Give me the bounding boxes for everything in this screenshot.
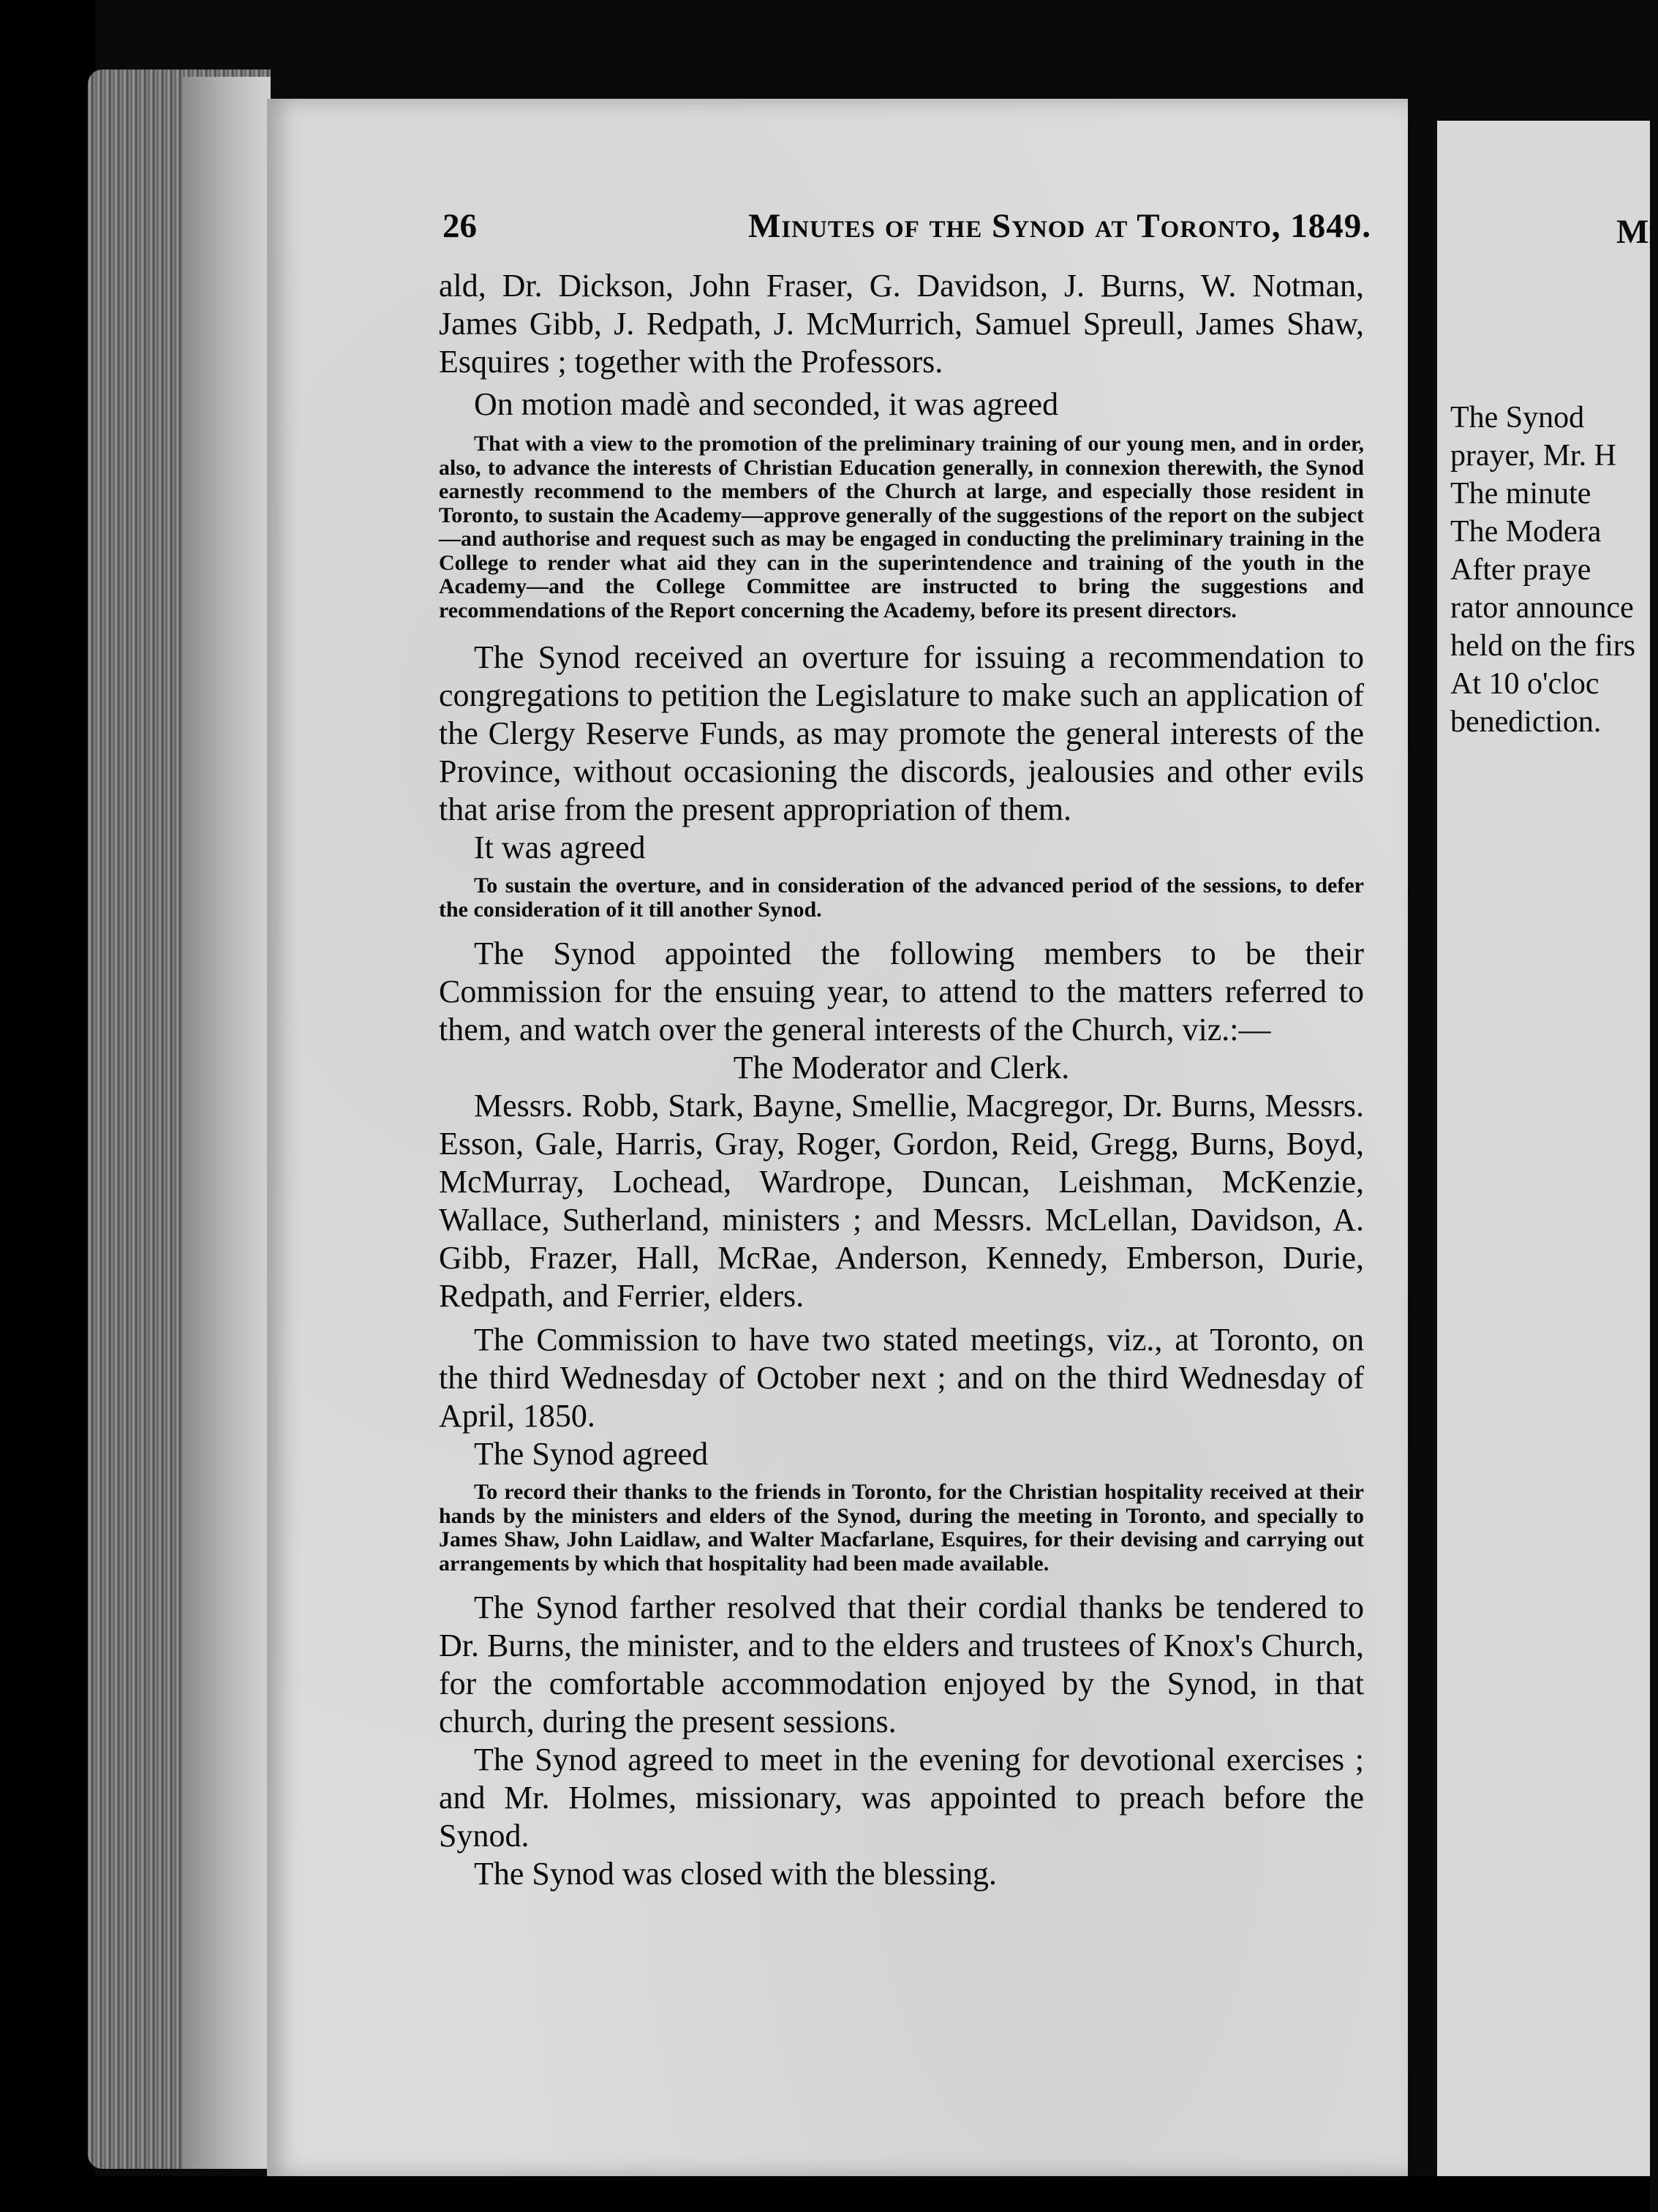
resolution-overture: To sustain the overture, and in consideration of the advanced period of the sessions, to defer the consideration of it till another Synod.: [439, 873, 1364, 922]
adjacent-line: rator announce: [1450, 591, 1634, 625]
running-head-title: Minutes of the Synod at Toronto, 1849.: [747, 207, 1371, 245]
book-page-edges-inner: [183, 77, 271, 2169]
paragraph-members: Messrs. Robb, Stark, Bayne, Smellie, Macgregor, Dr. Burns, Messrs. Esson, Gale, Harris, Gray, Roger, Gordon, Reid, Gregg, Burns, Boyd, McMurray, Lochead, Wardrope, Duncan, Leishman, McKenzie, Wallace, Sutherland, ministers ; and Messrs. McLellan, Davidson, A. Gibb, Frazer, Hall, McRae, Anderson, Kennedy, Emberson, Durie, Redpath, and Ferrier, elders.: [439, 1088, 1364, 1314]
paragraph-attendees: ald, Dr. Dickson, John Fraser, G. Davidson, J. Burns, W. Notman, James Gibb, J. Redpath, J. McMurrich, Samuel Spreull, James Shaw, Esquires ; together with the Professors.: [439, 268, 1364, 380]
adjacent-line: The minute: [1450, 477, 1591, 511]
paragraph-agreed: It was agreed: [474, 830, 646, 865]
moderator-and-clerk: The Moderator and Clerk.: [733, 1050, 1070, 1086]
adjacent-line: After praye: [1450, 553, 1591, 587]
adjacent-line: The Synod: [1450, 401, 1585, 434]
running-head: [442, 206, 1371, 246]
adjacent-running-head: Mi: [1616, 213, 1658, 251]
paragraph-devotional: The Synod agreed to meet in the evening for devotional exercises ; and Mr. Holmes, missionary, was appointed to preach before the Synod.: [439, 1742, 1364, 1854]
paragraph-closing: The Synod was closed with the blessing.: [474, 1856, 997, 1892]
bottom-shadow: [0, 2176, 1650, 2212]
paragraph-cordial-thanks: The Synod farther resolved that their cordial thanks be tendered to Dr. Burns, the minister, and to the elders and trustees of Knox's Church, for the comfortable accommodation enjoyed by the Synod, in that church, during the present sessions.: [439, 1590, 1364, 1739]
page-body: [439, 267, 1364, 1893]
adjacent-line: The Modera: [1450, 515, 1602, 549]
paragraph-motion: On motion madè and seconded, it was agreed: [474, 386, 1059, 422]
paragraph-synod-agreed: The Synod agreed: [474, 1436, 709, 1472]
adjacent-page: [1437, 121, 1658, 2212]
left-gutter: [0, 0, 95, 2212]
resolution-academy: That with a view to the promotion of the preliminary training of our young men, and in order, also, to advance the interests of Christian Education generally, in connexion therewith, the Synod earnestly recommend to the members of the Church at large, and especially those resident in Toronto, to sustain the Academy—approve generally of the suggestions of the report on the subject—and authorise and request such as may be engaged in conducting the preliminary training in the College to render what aid they can in the superintendence and training of the youth in the Academy—and the College Committee are instructed to bring the suggestions and recommendations of the Report concerning the Academy, before its present directors.: [439, 432, 1364, 622]
paragraph-commission: The Synod appointed the following members to be their Commission for the ensuing year, to attend to the matters referred to them, and watch over the general interests of the Church, viz.:—: [439, 936, 1364, 1047]
resolution-thanks: To record their thanks to the friends in Toronto, for the Christian hospitality received at their hands by the ministers and elders of the Synod, during the meeting in Toronto, and specially to James Shaw, John Laidlaw, and Walter Macfarlane, Esquires, for their devising and carrying out arrangements by which that hospitality had been made available.: [439, 1480, 1364, 1576]
adjacent-line: held on the firs: [1450, 629, 1636, 663]
adjacent-line: benediction.: [1450, 705, 1602, 739]
adjacent-line: prayer, Mr. H: [1450, 439, 1616, 473]
adjacent-line: At 10 o'cloc: [1450, 667, 1599, 701]
page-number: 26: [442, 207, 477, 245]
paragraph-overture: The Synod received an overture for issuing a recommendation to congregations to petition the Legislature to make such an application of the Clergy Reserve Funds, as may promote the general interests of the Province, without occasioning the discords, jealousies and other evils that arise from the present appropriation of them.: [439, 639, 1364, 827]
paragraph-meetings: The Commission to have two stated meetings, viz., at Toronto, on the third Wednesday of October next ; and on the third Wednesday of April, 1850.: [439, 1322, 1364, 1434]
